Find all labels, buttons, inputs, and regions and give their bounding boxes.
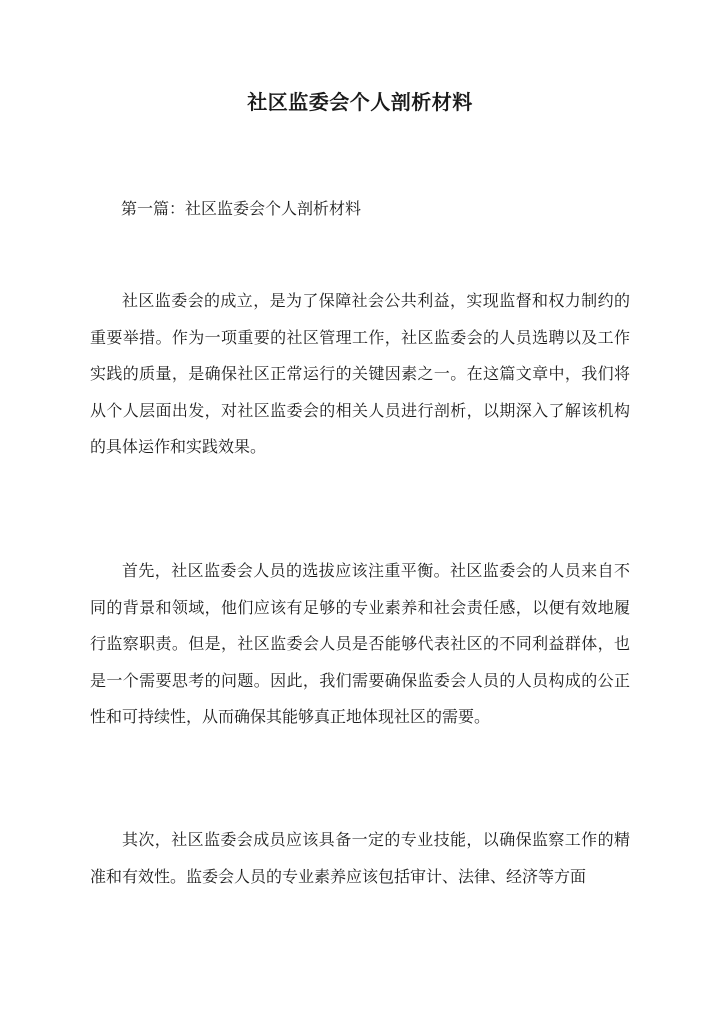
paragraph-3: 其次，社区监委会成员应该具备一定的专业技能，以确保监察工作的精准和有效性。监委会人员的专业素养应该包括审计、法律、经济等方面 (90, 830, 630, 886)
paragraph-1: 社区监委会的成立，是为了保障社会公共利益，实现监督和权力制约的重要举措。作为一项重要的社区管理工作，社区监委会的人员选聘以及工作实践的质量，是确保社区正常运行的关键因素之一。在这篇文章中，我们将从个人层面出发，对社区监委会的相关人员进行剖析，以期深入了解该机构的具体运作和实践效果。 (90, 291, 630, 456)
document-title: 社区监委会个人剖析材料 (247, 90, 473, 114)
section-heading: 第一篇：社区监委会个人剖析材料 (121, 199, 362, 218)
paragraph-2: 首先，社区监委会人员的选拔应该注重平衡。社区监委会的人员来自不同的背景和领域，他们应该有足够的专业素养和社会责任感，以便有效地履行监察职责。但是，社区监委会人员是否能够代表社区的不同利益群体，也是一个需要思考的问题。因此，我们需要确保监委会人员的人员构成的公正性和可持续性，从而确保其能够真正地体现社区的需要。 (90, 561, 630, 726)
